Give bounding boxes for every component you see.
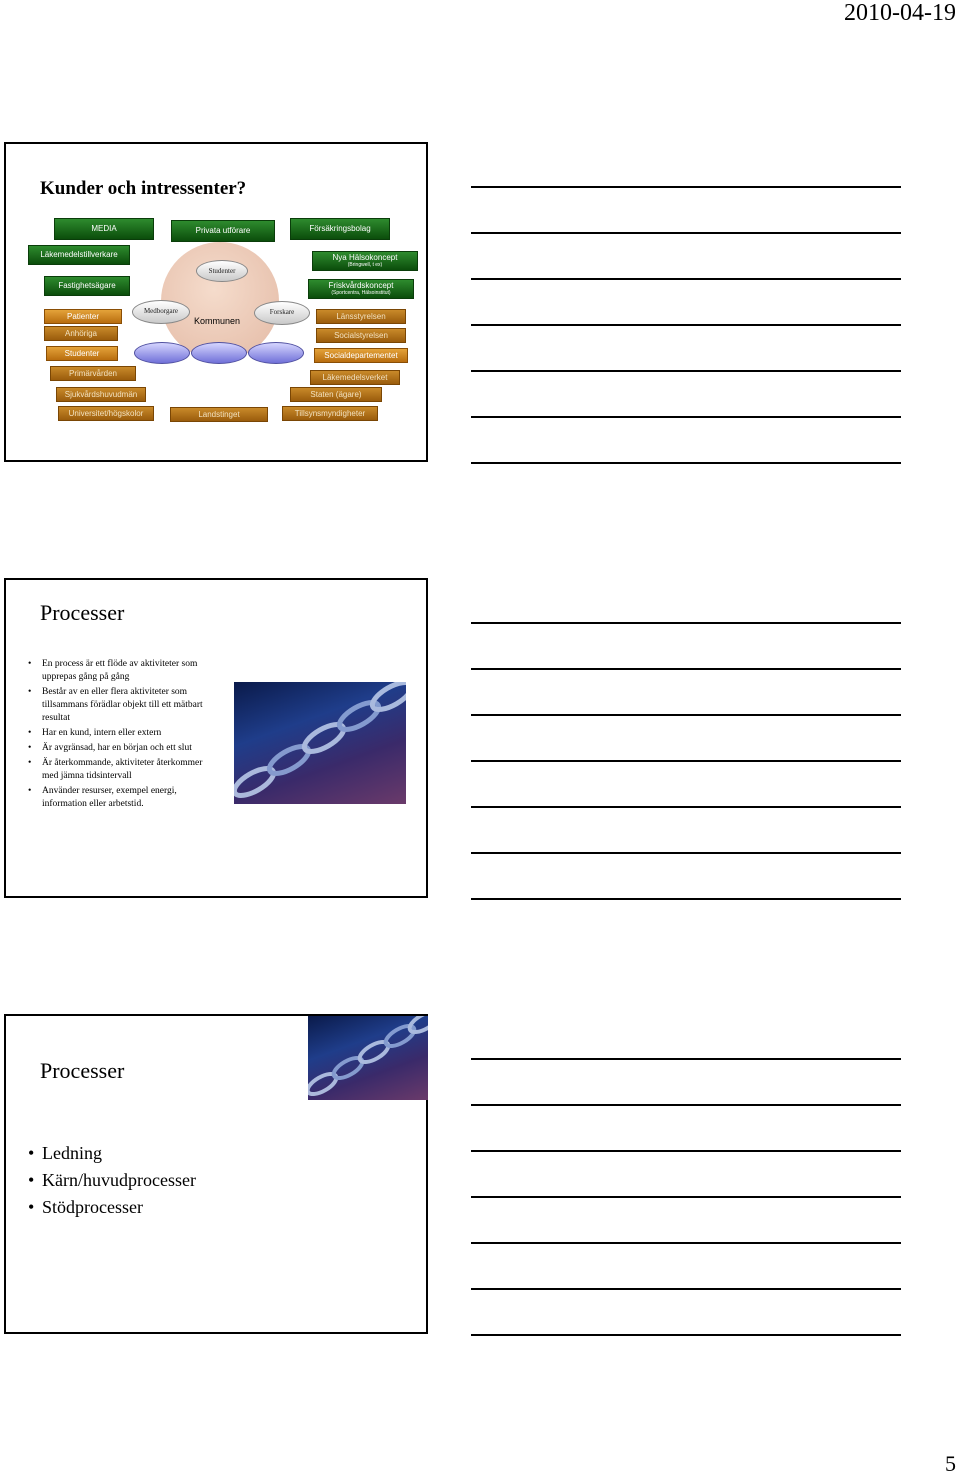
slide-kunder [4,142,428,462]
note-line [471,324,901,326]
bullet-item: • Stödprocesser [26,1194,196,1221]
ellipse-forskare [254,301,310,325]
note-line [471,1196,901,1198]
box-anhoriga: Anhöriga [44,326,118,341]
box-lakemedelsverket: Läkemedelsverket [310,370,400,385]
note-line [471,898,901,900]
note-line [471,1104,901,1106]
slide-title: Processer [40,1058,125,1083]
slide-processer-1 [4,578,428,898]
chain-image [234,682,406,804]
box-lakemedelstillverkare: Läkemedelstillverkare [28,245,130,265]
ellipse-studenter [196,260,248,282]
box-sjukvardshuvudman: Sjukvårdshuvudmän [56,387,146,402]
box-privata-utforare: Privata utförare [171,220,275,242]
nya-halsokoncept-sub: (Bringwell, t ex) [347,261,383,268]
box-socialdepartementet: Socialdepartementet [314,348,408,363]
ellipse-medborgare [132,300,190,324]
note-line [471,760,901,762]
box-studenter: Studenter [46,346,118,361]
ellipse-blue-2 [191,342,247,364]
note-line [471,416,901,418]
slide-processer-2 [4,1014,428,1334]
note-line [471,1150,901,1152]
ellipse-studenter-label: Studenter [208,267,236,275]
chain-graphic [308,1016,428,1100]
box-primarvarden: Primärvården [50,366,136,381]
box-fastighetsagare: Fastighetsägare [44,276,130,296]
ellipse-blue-1 [134,342,190,364]
chain-image [308,1016,428,1100]
box-friskvardskoncept [308,279,414,299]
nya-halsokoncept-label: Nya Hälsokoncept [332,253,398,262]
note-line [471,370,901,372]
box-tillsynsmyndigheter: Tillsynsmyndigheter [282,406,378,421]
note-line [471,232,901,234]
note-line [471,1058,901,1060]
bullet-item: • Är avgränsad, har en början och ett slut [26,742,218,755]
bullet-item: • Ledning [26,1140,196,1167]
slide-title: Kunder och intressenter? [40,178,247,199]
ellipse-medborgare-label: Medborgare [143,307,179,315]
ellipse-blue-3 [248,342,304,364]
bullet-list [26,1140,196,1221]
note-line [471,622,901,624]
note-line [471,1288,901,1290]
bullet-item: • En process är ett flöde av aktiviteter som upprepas gång på gång [26,658,218,684]
box-universitet: Universitet/högskolor [58,406,154,421]
box-media: MEDIA [54,218,154,240]
friskvardskoncept-sub: (Sportcentra, Hälsoinstitut) [331,289,391,296]
header-date: 2010-04-19 [844,0,956,26]
note-line [471,714,901,716]
friskvardskoncept-label: Friskvårdskoncept [328,281,394,290]
note-line [471,668,901,670]
note-line [471,278,901,280]
note-line [471,1242,901,1244]
note-line [471,186,901,188]
bullet-item: • Är återkommande, aktiviteter återkommer med jämna tidsintervall [26,757,218,783]
page-number: 5 [945,1451,956,1476]
bullet-item: • Har en kund, intern eller extern [26,727,218,740]
circle-center-label: Kommunen [194,316,241,326]
box-landstinget: Landstinget [170,407,268,422]
bullet-item: • Består av en eller flera aktiviteter som tillsammans förädlar objekt till ett mätbart resultat [26,686,218,725]
bullet-item: • Kärn/huvudprocesser [26,1167,196,1194]
bullet-item: • Använder resurser, exempel energi, information eller arbetstid. [26,785,218,811]
box-nya-halsokoncept [312,251,418,271]
slide-title: Processer [40,600,125,625]
box-patienter: Patienter [44,309,122,324]
note-line [471,852,901,854]
box-socialstyrelsen: Socialstyrelsen [316,328,406,343]
box-staten: Staten (ägare) [290,387,382,402]
box-lansstyrelsen: Länsstyrelsen [316,309,406,324]
notes-lines-3 [471,1058,901,1380]
chain-graphic [234,682,406,804]
note-line [471,1334,901,1336]
note-line [471,462,901,464]
box-forsakringsbolag: Försäkringsbolag [290,218,390,240]
notes-lines-2 [471,622,901,944]
ellipse-forskare-label: Forskare [269,308,295,316]
bullet-list [26,658,218,811]
note-line [471,806,901,808]
notes-lines-1 [471,186,901,508]
